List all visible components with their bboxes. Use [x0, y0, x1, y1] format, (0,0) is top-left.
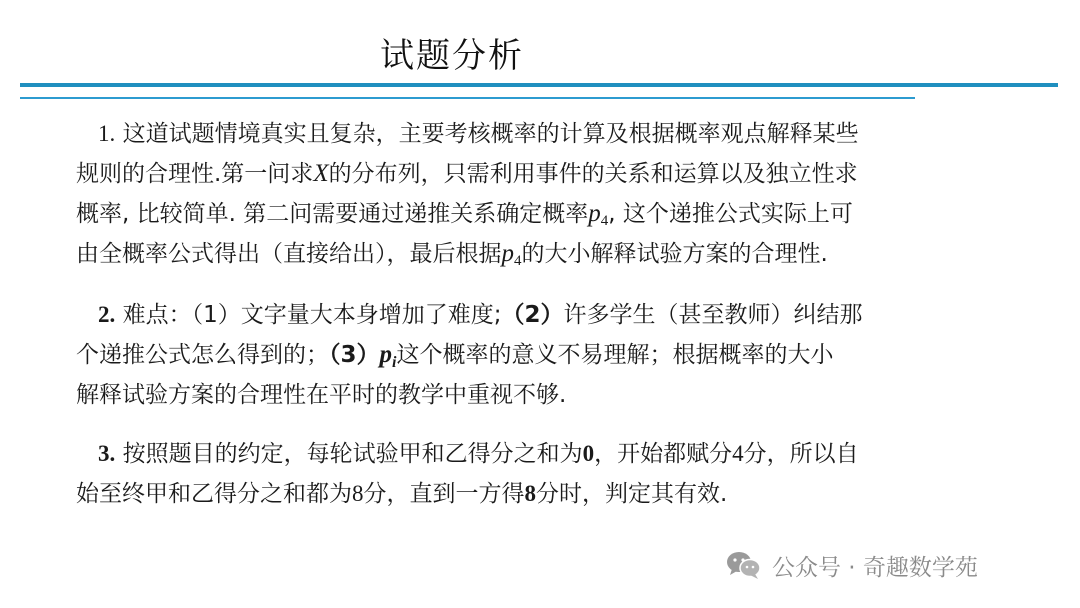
- analysis-paragraph-1: [76, 114, 1026, 274]
- para3-text: 按照题目的约定，每轮试验甲和乙得分之和为: [122, 441, 583, 467]
- para2-line-2: [76, 335, 1026, 375]
- title-divider-thin: [20, 97, 915, 99]
- para3-number-zero: 0: [582, 441, 595, 466]
- math-p4: [588, 200, 608, 227]
- para1-number: 1.: [98, 121, 116, 146]
- para1-line-4: [76, 234, 1026, 274]
- para1-line-2: [76, 154, 1026, 194]
- para2-text: 个递推公式怎么得到的；: [76, 342, 329, 368]
- para2-text: 这个概率的意义不易理解；根据概率的大小: [396, 342, 834, 368]
- analysis-paragraph-3: [76, 434, 1026, 514]
- para1-text: , 这个递推公式实际上可: [608, 201, 853, 227]
- para1-text: 的大小解释试验方案的合理性.: [521, 241, 828, 267]
- para1-text: 这道试题情境真实且复杂，主要考核概率的计算及根据概率观点解释某些: [122, 121, 859, 147]
- watermark: [726, 545, 978, 585]
- para3-number: 3.: [98, 441, 116, 466]
- title-divider-thick: [20, 83, 1058, 87]
- para2-marker-2: （2）: [501, 302, 564, 328]
- para2-text: 难点：（1）文字量大本身增加了难度;: [122, 302, 502, 328]
- para2-text: 解释试验方案的合理性在平时的教学中重视不够.: [76, 382, 567, 408]
- math-p-symbol: p: [588, 200, 601, 227]
- para3-text: 分时，判定其有效.: [536, 481, 728, 507]
- math-subscript: 4: [600, 213, 609, 229]
- para2-text: 许多学生（甚至教师）纠结那: [563, 302, 863, 328]
- para3-text: 分，所以自: [743, 441, 859, 467]
- para1-line-1: [76, 114, 1026, 154]
- para1-text: 的分布列，只需利用事件的关系和运算以及独立性求: [328, 161, 858, 187]
- para2-marker-3: （3）: [329, 342, 380, 368]
- para3-line-2: [76, 474, 1026, 514]
- para3-number-eight-bold: 8: [524, 481, 536, 506]
- para1-text: 由全概率公式得出（直接给出），最后根据: [76, 241, 502, 267]
- math-pi: [379, 341, 397, 371]
- math-subscript: 4: [514, 253, 522, 269]
- para3-text: ，开始都赋分: [594, 441, 733, 467]
- wechat-icon: [726, 550, 762, 580]
- math-p-symbol: p: [501, 240, 514, 267]
- analysis-paragraph-2: [76, 295, 1026, 415]
- math-subscript: i: [392, 354, 397, 371]
- para3-line-1: [76, 434, 1026, 474]
- math-p-symbol: p: [379, 341, 393, 368]
- para3-number-four: 4: [732, 441, 744, 466]
- para1-text: 概率, 比较简单. 第二问需要通过递推关系确定概率: [76, 201, 589, 227]
- watermark-text: 公众号 · 奇趣数学苑: [772, 554, 978, 581]
- para2-number: 2.: [98, 302, 116, 327]
- para1-text: 规则的合理性.第一问求: [76, 161, 314, 187]
- page-title: 试题分析: [380, 36, 524, 76]
- para3-number-eight: 8: [352, 481, 364, 506]
- para3-text: 始至终甲和乙得分之和都为: [76, 481, 352, 507]
- para3-text: 分，直到一方得: [363, 481, 525, 507]
- para2-line-1: [76, 295, 1026, 335]
- para1-line-3: [76, 194, 1026, 234]
- math-variable-x: X: [313, 160, 329, 187]
- para2-line-3: [76, 375, 1026, 415]
- math-p4: [502, 240, 522, 267]
